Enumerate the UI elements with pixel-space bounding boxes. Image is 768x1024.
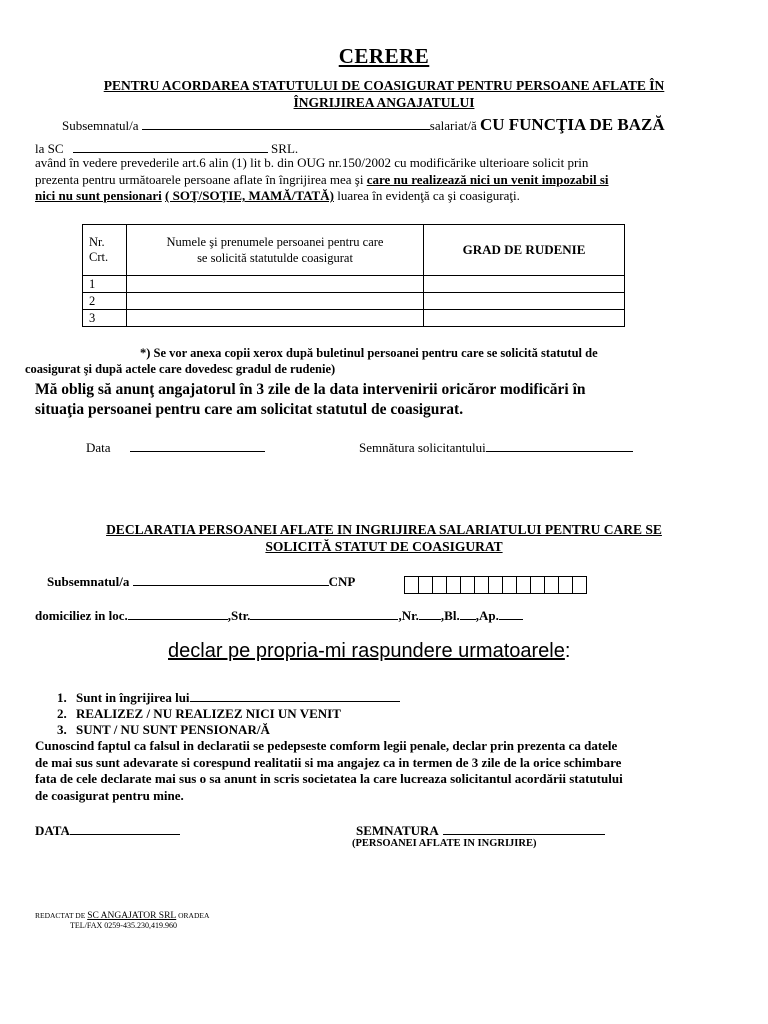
ap-label: ,Ap. <box>475 608 499 623</box>
name-cell[interactable] <box>127 293 424 310</box>
declaration-para-line4: de coasigurat pentru mine. <box>35 787 184 803</box>
note-line1: *) Se vor anexa copii xerox după buletinul persoanei pentru care se solicită statutul de <box>140 346 598 360</box>
company-suffix: SRL. <box>271 141 299 156</box>
decl-signature-line <box>356 821 605 839</box>
decl-signature-label: SEMNATURA <box>356 823 439 838</box>
col-nr-header: Nr. Crt. <box>83 225 127 276</box>
declaration-para-line3: fata de cele declarate mai sus o sa anunt in scris societatea la care lucreaza solicitantul acordării statutului <box>35 771 623 786</box>
request-line1: având în vedere prevederile art.6 alin (1) lit b. din OUG nr.150/2002 cu modificărike ulterioare solicit prin <box>35 155 589 170</box>
date-field[interactable] <box>130 438 265 452</box>
relation-cell[interactable] <box>424 293 625 310</box>
declaration-title-line1: DECLARATIA PERSOANEI AFLATE IN INGRIJIREA SALARIATULUI PENTRU CARE SE <box>106 522 662 537</box>
applicant-signature-field[interactable] <box>486 438 633 452</box>
list-item: 3. SUNT / NU SUNT PENSIONAR/Ă <box>70 722 400 738</box>
function-text: CU FUNCŢIA DE BAZĂ <box>479 115 665 134</box>
note-line2: coasigurat şi după actele care dovedesc gradul de rudenie) <box>25 362 336 376</box>
cnp-boxes[interactable] <box>404 576 587 594</box>
request-paragraph <box>35 155 735 205</box>
obligation-text <box>35 380 735 420</box>
declaration-para-line2: de mai sus sunt adevarate si corespund realitatii si ma angajez ca in termen de 3 zile de la orice schimbare <box>35 754 622 770</box>
nr-field[interactable] <box>419 606 441 620</box>
decl-date-field[interactable] <box>70 821 180 835</box>
footer-redactat: REDACTAT DE <box>35 911 86 920</box>
footer-phone: TEL/FAX 0259-435.230,419.960 <box>70 921 177 930</box>
care-statement: Sunt in îngrijirea lui <box>76 690 190 705</box>
row-number: 3 <box>83 310 127 327</box>
col-relation-header: GRAD DE RUDENIE <box>424 225 625 276</box>
request-line3-end: luarea în evidenţă ca şi coasiguraţi. <box>333 188 520 203</box>
ap-field[interactable] <box>499 606 523 620</box>
bl-label: ,Bl. <box>440 608 460 623</box>
person-note: (PERSOANEI AFLATE IN INGRIJIRE) <box>352 838 537 849</box>
domicile-line <box>35 606 523 624</box>
table-row <box>83 293 625 310</box>
decl-undersigned-line <box>47 572 355 590</box>
col-name-header-line1: Numele şi prenumele persoanei pentru care <box>166 235 384 249</box>
decl-date-label: DATA <box>35 823 70 838</box>
list-item: 2. REALIZEZ / NU REALIZEZ NICI UN VENIT <box>70 706 400 722</box>
no-income-text: care nu realizează nici un venit impozabil si <box>366 171 609 187</box>
date-label: Data <box>86 440 111 455</box>
name-cell[interactable] <box>127 310 424 327</box>
persons-table <box>82 224 625 327</box>
decl-name-field[interactable] <box>133 572 329 586</box>
row-number: 2 <box>83 293 127 310</box>
declaration-list <box>33 688 400 738</box>
obligation-line2: situaţia persoanei pentru care am solicitat statutul de coasigurat. <box>35 401 464 418</box>
applicant-signature-label: Semnătura solicitantului <box>359 440 486 455</box>
declaration-title-line2: SOLICITĂ STATUT DE COASIGURAT <box>265 539 503 554</box>
obligation-line1: Mă oblig să anunţ angajatorul în 3 zile de la data intervenirii oricăror modificări în <box>35 381 586 398</box>
table-row <box>83 276 625 293</box>
cnp-label: CNP <box>328 574 356 589</box>
request-line2-text: prezenta pentru următoarele persoane aflate în îngrijirea mea şi <box>35 171 364 187</box>
relation-options-text: ( SOŢ/SOŢIE, MAMĂ/TATĂ) <box>165 188 334 203</box>
not-pensioners-text: nici nu sunt pensionari <box>35 188 162 203</box>
row-number: 1 <box>83 276 127 293</box>
name-field[interactable] <box>142 116 430 130</box>
footer-line1 <box>35 911 209 921</box>
nr-label: ,Nr. <box>398 608 419 623</box>
footer-company: SC ANGAJATOR SRL <box>87 911 177 921</box>
footer-city: ORADEA <box>178 911 210 920</box>
decl-date-line <box>35 821 180 839</box>
document-title: CERERE <box>338 44 430 68</box>
undersigned-label: Subsemnatul/a <box>62 118 139 133</box>
domicile-label: domiciliez in loc. <box>35 608 128 623</box>
declaration-heading-text: declar pe propria-mi raspundere urmatoarele <box>168 640 565 662</box>
table-row <box>83 310 625 327</box>
street-field[interactable] <box>250 606 398 620</box>
col-name-header-line2: se solicită statutulde coasigurat <box>197 251 353 265</box>
undersigned-line <box>62 115 665 135</box>
request-line2 <box>35 172 735 189</box>
decl-undersigned-label: Subsemnatul/a <box>47 574 130 589</box>
caregiver-field[interactable] <box>190 688 400 702</box>
applicant-signature-line <box>359 438 633 456</box>
company-prefix: la SC <box>35 141 64 156</box>
company-field[interactable] <box>73 139 268 153</box>
declaration-paragraph <box>35 738 735 804</box>
col-name-header <box>127 225 424 276</box>
declaration-heading: declar pe propria-mi raspundere urmatoarele: <box>168 640 571 662</box>
declaration-para-line1: Cunoscind faptul ca falsul in declaratii se pedepseste comform legii penale, declar prin prezenta ca datele <box>35 738 618 753</box>
street-label: ,Str. <box>227 608 251 623</box>
name-cell[interactable] <box>127 276 424 293</box>
locality-field[interactable] <box>128 606 228 620</box>
employee-label: salariat/ă <box>429 118 477 133</box>
relation-cell[interactable] <box>424 310 625 327</box>
table-header-row <box>83 225 625 276</box>
request-line3 <box>35 188 735 205</box>
list-item <box>70 688 400 706</box>
relation-cell[interactable] <box>424 276 625 293</box>
document-subtitle-line2: ÎNGRIJIREA ANGAJATULUI <box>293 95 475 110</box>
document-subtitle-line1: PENTRU ACORDAREA STATUTULUI DE COASIGURAT PENTRU PERSOANE AFLATE ÎN <box>103 78 665 93</box>
decl-signature-field[interactable] <box>443 821 605 835</box>
date-line <box>86 438 265 456</box>
bl-field[interactable] <box>460 606 476 620</box>
